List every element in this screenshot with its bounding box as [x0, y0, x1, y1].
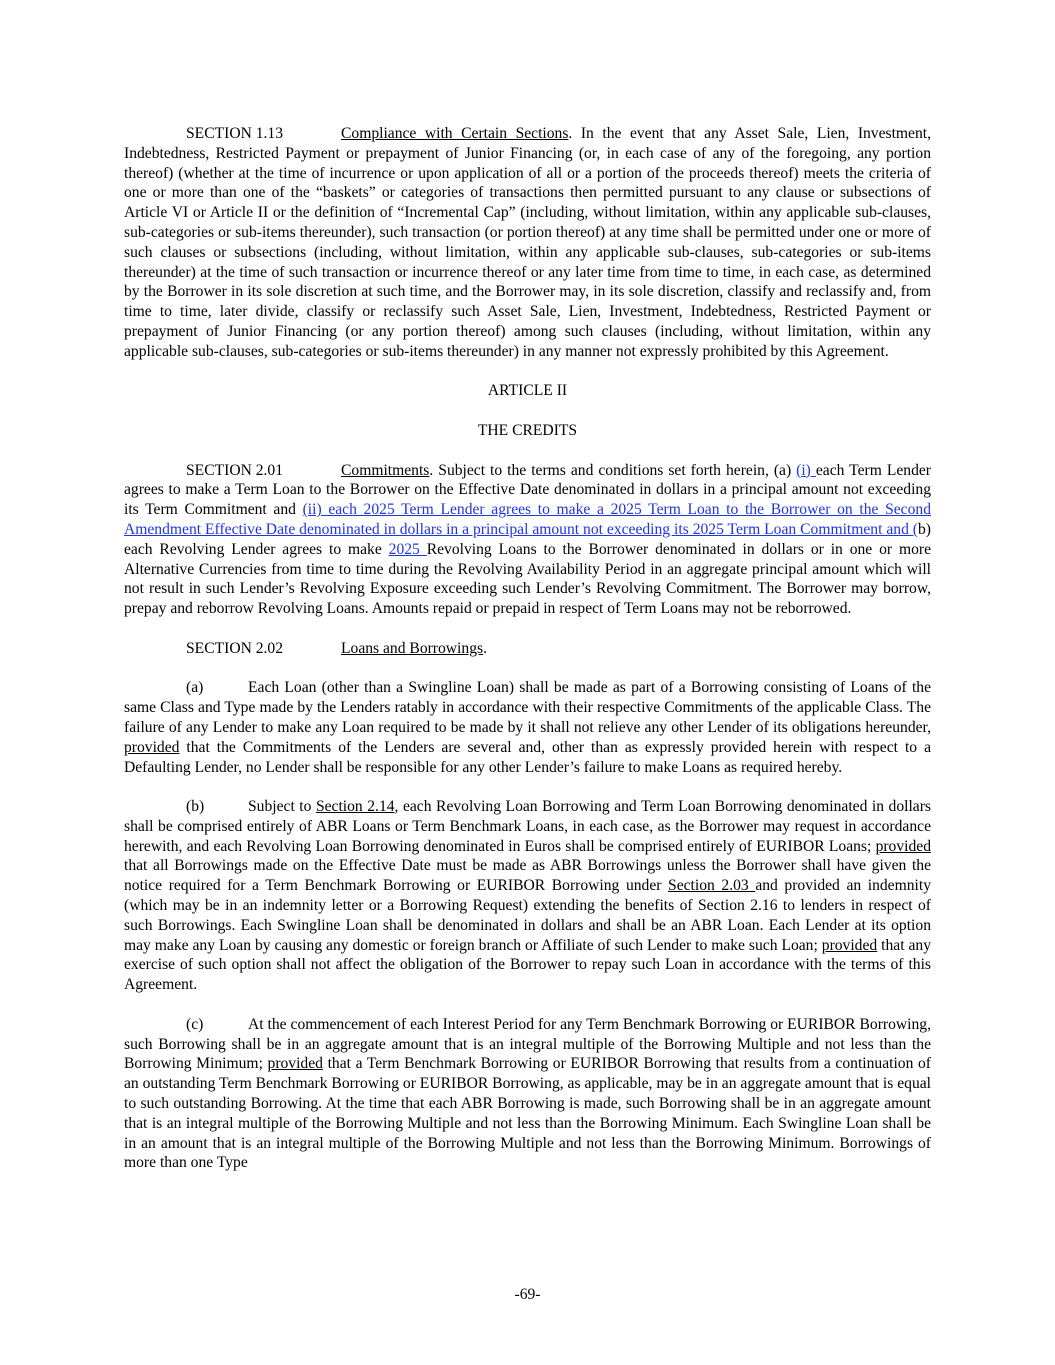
section-reference: Section 2.14 [315, 798, 395, 816]
section-number: SECTION 2.02 [186, 639, 284, 657]
section-title: Loans and Borrowings [341, 639, 484, 657]
document-body [124, 124, 931, 1173]
provided-term: provided [821, 936, 878, 954]
section-number: SECTION 1.13 [186, 125, 284, 142]
page-number: -69- [514, 1286, 541, 1303]
inserted-text: (i) [796, 461, 816, 479]
provided-term: provided [875, 837, 931, 855]
article-heading: ARTICLE II [487, 382, 568, 400]
inserted-text: 2025 [388, 540, 427, 558]
section-number: SECTION 2.01 [186, 461, 284, 479]
paragraph-text: Subject to [248, 798, 316, 816]
section-text: b) each Revolving Lender agrees to make [124, 520, 931, 558]
paragraph-c [124, 1015, 931, 1173]
section-text: each Term Lender agrees to make a Term Loan to the Borrower on the Effective Date denominated in dollars in a principal amount not exceeding its Term Commitment and [124, 461, 931, 519]
paragraph-b [124, 797, 931, 995]
section-1-13 [124, 124, 931, 362]
section-text: Revolving Loans to the Borrower denominated in dollars or in one or more Alternative Currencies from time to time during the Revolving Availability Period in an aggregate principal amount which will not result in such Lender’s Revolving Exposure exceeding such Lender’s Revolving Commitment. The Borrower may borrow, prepay and reborrow Revolving Loans. Amounts repaid or prepaid in respect of Term Loans may not be reborrowed. [124, 540, 931, 618]
paragraph-a [124, 678, 931, 777]
paragraph-label: (c) [186, 1015, 204, 1033]
paragraph-text: that all Borrowings made on the Effective Date must be made as ABR Borrowings unless the Borrower shall have given the notice required for a Term Benchmark Borrowing or EURIBOR Borrowing under [124, 857, 931, 895]
section-title: Commitments [341, 461, 430, 479]
paragraph-text: Each Loan (other than a Swingline Loan) shall be made as part of a Borrowing consisting of Loans of the same Class and Type made by the Lenders ratably in accordance with their respective Commitments of the applicable Class. The failure of any Lender to make any Loan required to be made by it shall not relieve any other Lender of its obligations hereunder, [124, 679, 931, 736]
provided-term: provided [124, 738, 180, 756]
section-2-01 [124, 461, 931, 619]
paragraph-text: , each Revolving Loan Borrowing and Term Loan Borrowing denominated in dollars shall be comprised entirely of ABR Loans or Term Benchmark Loans, in each case, as the Borrower may request in accordance herewith, and each Revolving Loan Borrowing denominated in Euros shall be comprised entirely of EURIBOR Loans; [124, 798, 931, 855]
paragraph-text: that any exercise of such option shall not affect the obligation of the Borrower to repay such Loan in accordance with the terms of this Agreement. [124, 936, 931, 994]
paragraph-text: and provided an indemnity (which may be in an indemnity letter or a Borrowing Request) extending the benefits of Section 2.16 to lenders in respect of such Borrowings. Each Swingline Loan shall be denominated in dollars and shall be an ABR Loan. Each Lender at its option may make any Loan by causing any domestic or foreign branch or Affiliate of such Lender to make such Loan; [124, 877, 931, 954]
paragraph-label: (a) [186, 679, 204, 697]
section-reference: Section 2.03 [668, 877, 756, 895]
paragraph-label: (b) [186, 798, 205, 816]
section-text: . [483, 639, 487, 657]
section-2-02 [124, 639, 931, 659]
provided-term: provided [267, 1055, 323, 1073]
paragraph-text: that the Commitments of the Lenders are several and, other than as expressly provided herein with respect to a Defaulting Lender, no Lender shall be responsible for any other Lender’s failure to make Loans as required hereby. [124, 738, 931, 776]
section-text: . Subject to the terms and conditions set forth herein, (a) [429, 461, 797, 479]
inserted-text: (ii) each 2025 Term Lender agrees to make a 2025 Term Loan to the Borrower on the Second Amendment Effective Date denominated in dollars in a principal amount not exceeding its 2025 Term Loan Commitment and ( [124, 501, 931, 538]
paragraph-text: At the commencement of each Interest Period for any Term Benchmark Borrowing or EURIBOR Borrowing, such Borrowing shall be in an aggregate amount that is an integral multiple of the Borrowing Multiple and not less than the Borrowing Minimum; [124, 1015, 931, 1073]
paragraph-text: that a Term Benchmark Borrowing or EURIBOR Borrowing that results from a continuation of an outstanding Term Benchmark Borrowing or EURIBOR Borrowing, as applicable, may be in an aggregate amount that is equal to such outstanding Borrowing. At the time that each ABR Borrowing is made, such Borrowing shall be in an aggregate amount that is an integral multiple of the Borrowing Multiple and not less than the Borrowing Minimum. Each Swingline Loan shall be in an amount that is an integral multiple of the Borrowing Multiple and not less than the Borrowing Minimum. Borrowings of more than one Type [124, 1055, 931, 1172]
article-title: THE CREDITS [477, 421, 578, 439]
section-text: . In the event that any Asset Sale, Lien, Investment, Indebtedness, Restricted Payment or prepayment of Junior Financing (or, in each case of any of the foregoing, any portion thereof) (whether at the time of incurrence or upon application of all or a portion of the proceeds thereof) meets the criteria of one or more than one of the “baskets” or categories of transactions then permitted pursuant to any clause or subsections of Article VI or Article II or the definition of “Incremental Cap” (including, without limitation, within any applicable sub-clauses, sub-categories or sub-items thereunder), such transaction (or portion thereof) at any time shall be permitted under one or more of such clauses or subsections (including, without limitation, within any applicable sub-clauses, sub-categories or sub-items thereunder) at the time of such transaction or incurrence thereof or any later time from time to time, in each case, as determined by the Borrower in its sole discretion at such time, and the Borrower may, in its sole discretion, classify and reclassify and, from time to time, later divide, classify or reclassify such Asset Sale, Lien, Investment, Indebtedness, Restricted Payment or prepayment of Junior Financing (or any portion thereof) among such clauses (including, without limitation, within any applicable sub-clauses, sub-categories or sub-items thereunder) in any manner not expressly prohibited by this Agreement. [124, 125, 932, 360]
section-title: Compliance with Certain Sections [341, 125, 569, 142]
